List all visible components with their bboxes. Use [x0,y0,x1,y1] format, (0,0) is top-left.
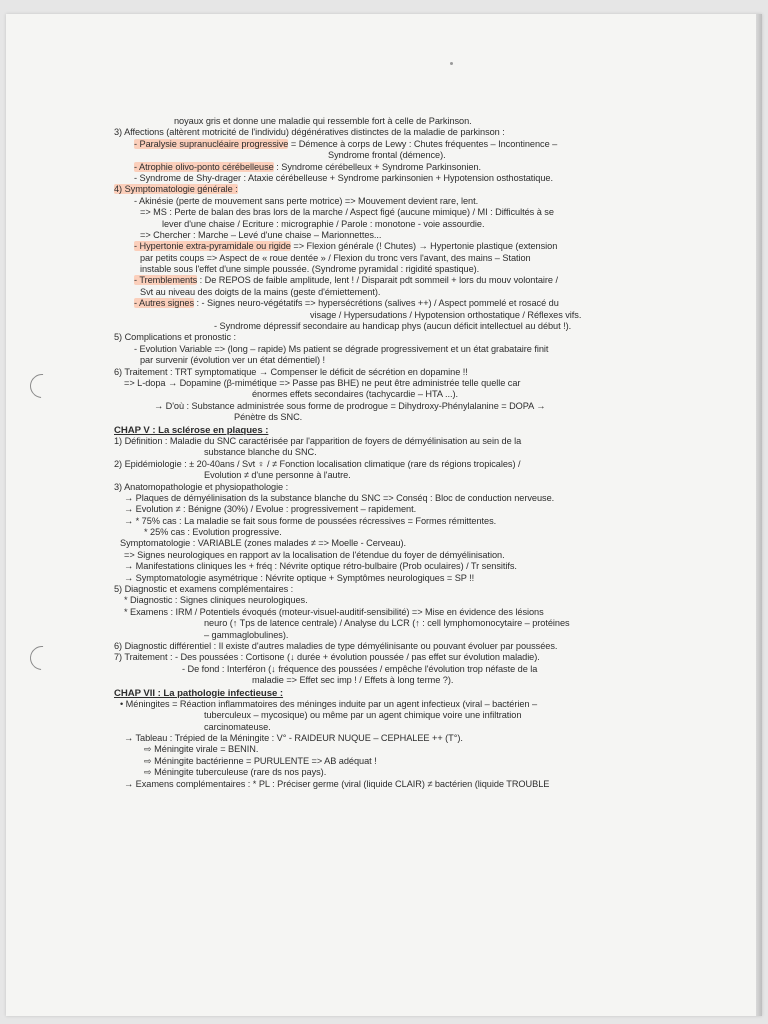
line-text: 1) Définition : Maladie du SNC caractérisée par l'apparition de foyers de démyélinisation au sein de la [114,435,522,446]
line-text: → Evolution ≠ : Bénigne (30%) / Evolue : progressivement – rapidement. [124,504,417,515]
text-line [110,150,654,161]
line-text: Symptomatologie : VARIABLE (zones malades ≠ => Moelle - Cerveau). [120,538,407,549]
highlighted-term: 4) Symptomatologie générale : [114,184,238,195]
text-line [110,355,654,366]
line-text: => Signes neurologiques en rapport av la localisation de l'étendue du foyer de démyélinisation. [124,549,505,560]
text-line [110,470,654,481]
text-line [110,436,654,447]
line-text: 5) Diagnostic et examens complémentaires : [114,584,294,595]
text-line [110,779,654,790]
line-text: => Chercher : Marche – Levé d'une chaise – Marionnettes... [140,229,382,240]
highlighted-term: - Hypertonie extra-pyramidale ou rigide [134,241,291,252]
punch-hole-mark [25,369,59,403]
text-line [110,733,654,744]
text-line [110,618,654,629]
line-text: Svt au niveau des doigts de la mains (geste d'émiettement). [140,286,381,297]
text-line [110,162,654,173]
text-line [110,412,654,423]
line-text: : De REPOS de faible amplitude, lent ! / Disparait pdt sommeil + lors du mouv volontaire / [197,275,558,286]
text-line [110,675,654,686]
text-line [110,607,654,618]
line-text: par survenir (évolution ver un état démentiel) ! [140,355,326,366]
text-line [110,401,654,412]
text-line [110,493,654,504]
line-text: → Manifestations cliniques les + fréq : Névrite optique rétro-bulbaire (Prob oculaires) / Tr sensitifs. [124,561,517,572]
scanned-page [6,14,762,1016]
line-text: - Syndrome dépressif secondaire au handicap phys (aucun déficit intellectuel au début !). [214,321,572,332]
section-heading [110,425,654,436]
highlighted-term: - Tremblements [134,275,198,286]
page-edge-shadow [756,14,762,1016]
line-text: ⇨ Méningite bactérienne = PURULENTE => AB adéquat ! [144,755,377,766]
line-text: 3) Anatomopathologie et physiopathologie : [114,481,289,492]
text-line [110,652,654,663]
line-text: • Méningites = Réaction inflammatoires des méninges induite par un agent infectieux (viral – bactérien – [120,698,538,709]
text-line [110,287,654,298]
line-text: → Plaques de démyélinisation ds la substance blanche du SNC => Conséq : Bloc de conduction nerveuse. [124,492,555,503]
text-line [110,219,654,230]
text-line [110,116,654,127]
highlighted-term: - Paralysie supranucléaire progressive [134,138,289,149]
text-line [110,550,654,561]
line-text: noyaux gris et donne une maladie qui ressemble fort à celle de Parkinson. [174,116,472,126]
text-line [110,573,654,584]
line-text: * Examens : IRM / Potentiels évoqués (moteur-visuel-auditif-sensibilité) => Mise en évidence des lésions [124,606,544,617]
line-text: substance blanche du SNC. [204,447,317,458]
line-text: → D'où : Substance administrée sous forme de prodrogue = Dihydroxy-Phénylalanine = DOPA → [154,400,546,411]
text-line [110,196,654,207]
line-text: 5) Complications et pronostic : [114,332,237,343]
line-text: → Examens complémentaires : * PL : Préciser germe (viral (liquide CLAIR) ≠ bactérien (liquide TROUBLE [124,778,550,789]
text-line [110,664,654,675]
line-text: = Démence à corps de Lewy : Chutes fréquentes – Incontinence – [288,138,558,149]
line-text: 2) Epidémiologie : ± 20-40ans / Svt ♀ / ≠ Fonction localisation climatique (rare ds régions tropicales) / [114,458,521,469]
text-line [110,744,654,755]
scan-speck [450,62,453,65]
line-text: ⇨ Méningite virale = BENIN. [144,744,259,755]
line-text: => MS : Perte de balan des bras lors de la marche / Aspect figé (aucune mimique) / MI : Difficultés à se [140,207,554,218]
text-line [110,699,654,710]
line-text: lever d'une chaise / Ecriture : micrographie / Parole : monotone - voie assourdie. [162,218,485,229]
text-line [110,722,654,733]
line-text: → * 75% cas : La maladie se fait sous forme de poussées récressives = Formes rémittentes. [124,515,497,526]
line-text: instable sous l'effet d'une simple poussée. (Syndrome pyramidal : rigidité spastique). [140,264,480,275]
line-text: → Symptomatologie asymétrique : Névrite optique + Symptômes neurologiques = SP !! [124,572,475,583]
text-line [110,584,654,595]
line-text: ⇨ Méningite tuberculeuse (rare ds nos pays). [144,767,327,778]
line-text: neuro (↑ Tps de latence centrale) / Analyse du LCR (↑ : cell lymphomonocytaire – protéines [204,618,570,629]
document-text [110,116,654,790]
line-text: Pénètre ds SNC. [234,412,303,423]
text-line [110,482,654,493]
highlighted-term: - Autres signes [134,298,195,309]
line-text: → Tableau : Trépied de la Méningite : V° - RAIDEUR NUQUE – CEPHALEE ++ (T°). [124,733,463,744]
text-line [110,344,654,355]
text-line [110,561,654,572]
line-text: par petits coups => Aspect de « roue dentée » / Flexion du tronc vers l'avant, des mains – Station [140,252,531,263]
text-line [110,378,654,389]
text-line [110,710,654,721]
highlighted-term: - Atrophie olivo-ponto cérébelleuse [134,161,274,172]
text-line [110,207,654,218]
text-line [110,127,654,138]
text-line [110,332,654,343]
line-text: tuberculeux – mycosique) ou même par un agent chimique voire une infiltration [204,710,522,721]
line-text: : Syndrome cérébelleux + Syndrome Parkinsonien. [273,161,481,172]
line-text: 6) Traitement : TRT symptomatique → Compenser le déficit de sécrétion en dopamine !! [114,366,468,377]
line-text: énormes effets secondaires (tachycardie – HTA ...). [252,389,458,400]
text-line [110,504,654,515]
text-line [110,230,654,241]
line-text: - Akinésie (perte de mouvement sans perte motrice) => Mouvement devient rare, lent. [134,195,479,206]
text-line [110,184,654,195]
line-text: 3) Affections (altèrent motricité de l'individu) dégénératives distinctes de la maladie de parkinson : [114,127,505,138]
line-text: maladie => Effet sec imp ! / Effets à long terme ?). [252,675,454,686]
text-line [110,630,654,641]
line-text: visage / Hypersudations / Hypotension orthostatique / Réflexes vifs. [310,309,582,320]
line-text: - De fond : Interféron (↓ fréquence des poussées / empêche l'évolution trop néfaste de la [182,663,538,674]
section-heading [110,688,654,699]
line-text: Evolution ≠ d'une personne à l'autre. [204,470,351,481]
text-line [110,595,654,606]
text-line [110,756,654,767]
text-line [110,447,654,458]
punch-hole-mark [25,641,59,675]
text-line [110,310,654,321]
line-text: CHAP V : La sclérose en plaques : [114,424,269,436]
line-text: carcinomateuse. [204,721,271,732]
text-line [110,264,654,275]
text-line [110,367,654,378]
text-line [110,241,654,252]
line-text: 7) Traitement : - Des poussées : Cortisone (↓ durée + évolution poussée / pas effet sur évolution maladie). [114,652,540,663]
text-line [110,527,654,538]
line-text: - Evolution Variable => (long – rapide) Ms patient se dégrade progressivement et un état grabataire finit [134,343,549,354]
text-line [110,321,654,332]
line-text: 6) Diagnostic différentiel : Il existe d'autres maladies de type démyélinisante ou pouvant évoluer par poussées. [114,640,558,651]
line-text: Syndrome frontal (démence). [328,150,446,161]
line-text: => Flexion générale (! Chutes) → Hypertonie plastique (extension [290,241,558,252]
text-line [110,767,654,778]
text-line [110,275,654,286]
text-line [110,459,654,470]
text-line [110,139,654,150]
text-line [110,173,654,184]
line-text: CHAP VII : La pathologie infectieuse : [114,687,284,699]
text-line [110,516,654,527]
text-line [110,389,654,400]
text-line [110,298,654,309]
text-line [110,641,654,652]
text-line [110,538,654,549]
line-text: – gammaglobulines). [204,629,289,640]
line-text: : - Signes neuro-végétatifs => hypersécrétions (salives ++) / Aspect pommelé et rosacé du [194,298,559,309]
line-text: * Diagnostic : Signes cliniques neurologiques. [124,595,308,606]
line-text: => L-dopa → Dopamine (β-mimétique => Passe pas BHE) ne peut être administrée telle quelle car [124,377,521,388]
line-text: * 25% cas : Evolution progressive. [144,527,282,538]
line-text: - Syndrome de Shy-drager : Ataxie cérébelleuse + Syndrome parkinsonien + Hypotension osthostatique. [134,172,553,183]
text-line [110,253,654,264]
